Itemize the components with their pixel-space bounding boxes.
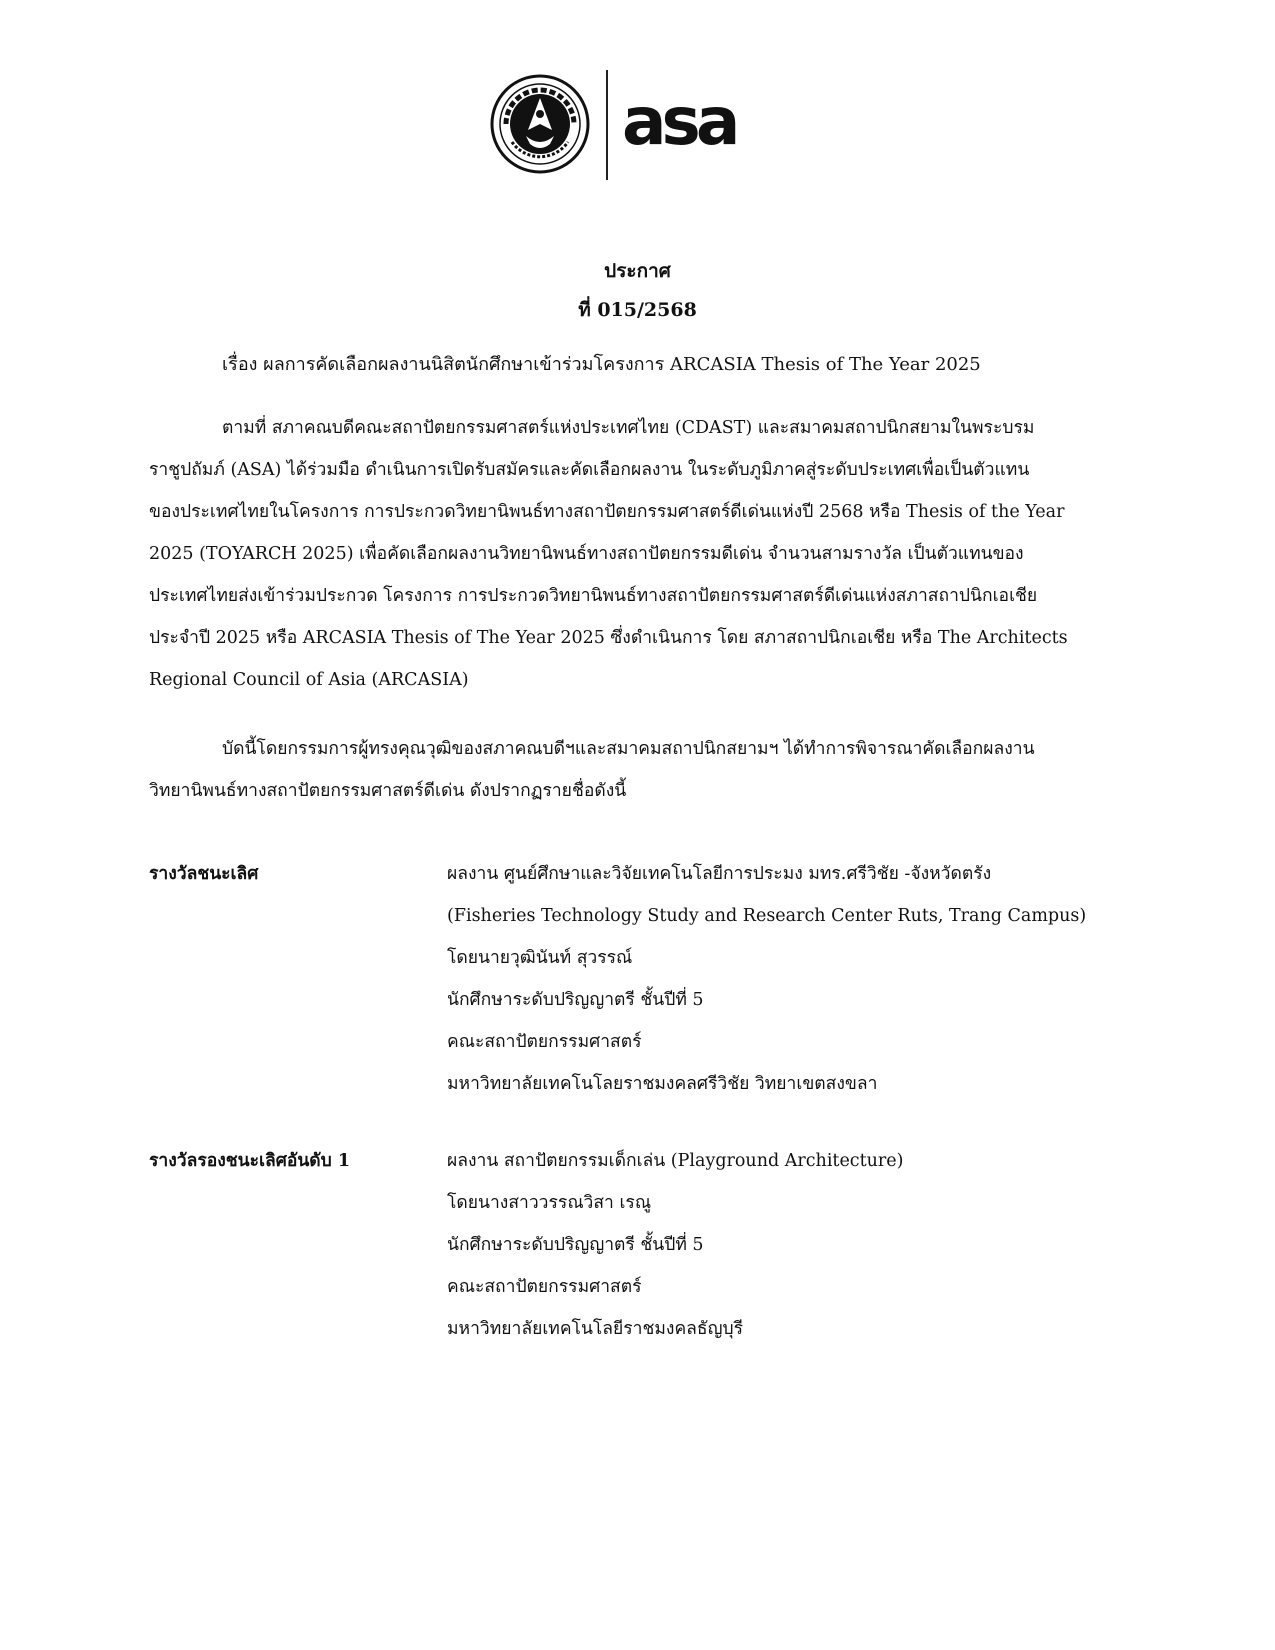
- award-detail-line: คณะสถาปัตยกรรมศาสตร์: [447, 1032, 642, 1052]
- award-details: [447, 853, 1086, 1105]
- header-divider: [606, 70, 608, 180]
- letterhead: [490, 70, 790, 180]
- award-detail-line: นักศึกษาระดับปริญญาตรี ชั้นปีที่ 5: [447, 1235, 704, 1255]
- paragraph-intro: [149, 407, 1139, 701]
- award-detail-line: โดยนายวุฒินันท์ สุวรรณ์: [447, 948, 633, 968]
- asa-wordmark-logo: [622, 82, 772, 162]
- paragraph-line: ประเทศไทยส่งเข้าร่วมประกวด โครงการ การประกวดวิทยานิพนธ์ทางสถาปัตยกรรมศาสตร์ดีเด่นแห่งสภาสถาปนิกเอเชีย: [149, 586, 1038, 606]
- paragraph-selection: [149, 728, 1139, 812]
- svg-text:asa: asa: [622, 83, 736, 160]
- award-detail-line: คณะสถาปัตยกรรมศาสตร์: [447, 1277, 642, 1297]
- paragraph-line: บัดนี้โดยกรรมการผู้ทรงคุณวุฒิของสภาคณบดีฯและสมาคมสถาปนิกสยามฯ ได้ทำการพิจารณาคัดเลือกผลงาน: [222, 739, 1035, 759]
- award-detail-line: ผลงาน ศูนย์ศึกษาและวิจัยเทคโนโลยีการประมง มทร.ศรีวิชัย -จังหวัดตรัง: [447, 864, 992, 884]
- announcement-subject: เรื่อง ผลการคัดเลือกผลงานนิสิตนักศึกษาเข้าร่วมโครงการ ARCASIA Thesis of The Year 2025: [222, 354, 981, 375]
- association-seal-logo: [490, 74, 590, 174]
- announcement-heading: ประกาศ: [604, 260, 671, 282]
- award-details: [447, 1140, 903, 1350]
- award-detail-line: ผลงาน สถาปัตยกรรมเด็กเล่น (Playground Architecture): [447, 1151, 904, 1171]
- paragraph-line: 2025 (TOYARCH 2025) เพื่อคัดเลือกผลงานวิทยานิพนธ์ทางสถาปัตยกรรมดีเด่น จำนวนสามรางวัล เป็นตัวแทนของ: [149, 544, 1024, 564]
- paragraph-line: ของประเทศไทยในโครงการ การประกวดวิทยานิพนธ์ทางสถาปัตยกรรมศาสตร์ดีเด่นแห่งปี 2568 หรือ Thesis of the Year: [149, 502, 1065, 522]
- award-title: รางวัลชนะเลิศ: [149, 864, 259, 884]
- award-detail-line: นักศึกษาระดับปริญญาตรี ชั้นปีที่ 5: [447, 990, 704, 1010]
- paragraph-line: ราชูปถัมภ์ (ASA) ได้ร่วมมือ ดำเนินการเปิดรับสมัครและคัดเลือกผลงาน ในระดับภูมิภาคสู่ระดับประเทศเพื่อเป็นตัวแทน: [149, 460, 1030, 480]
- award-detail-line: โดยนางสาววรรณวิสา เรณู: [447, 1193, 652, 1213]
- award-detail-line: มหาวิทยาลัยเทคโนโลยีราชมงคลธัญบุรี: [447, 1319, 743, 1339]
- award-title: รางวัลรองชนะเลิศอันดับ 1: [149, 1151, 351, 1171]
- paragraph-line: วิทยานิพนธ์ทางสถาปัตยกรรมศาสตร์ดีเด่น ดังปรากฏรายชื่อดังนี้: [149, 781, 627, 801]
- announcement-number: ที่ 015/2568: [578, 299, 697, 321]
- award-detail-line: มหาวิทยาลัยเทคโนโลยราชมงคลศรีวิชัย วิทยาเขตสงขลา: [447, 1074, 878, 1094]
- paragraph-line: ตามที่ สภาคณบดีคณะสถาปัตยกรรมศาสตร์แห่งประเทศไทย (CDAST) และสมาคมสถาปนิกสยามในพระบรม: [222, 418, 1035, 438]
- award-detail-line: (Fisheries Technology Study and Research Center Ruts, Trang Campus): [447, 906, 1087, 926]
- paragraph-line: Regional Council of Asia (ARCASIA): [149, 670, 469, 690]
- paragraph-line: ประจำปี 2025 หรือ ARCASIA Thesis of The Year 2025 ซึ่งดำเนินการ โดย สภาสถาปนิกเอเชีย หรือ The Architects: [149, 628, 1068, 648]
